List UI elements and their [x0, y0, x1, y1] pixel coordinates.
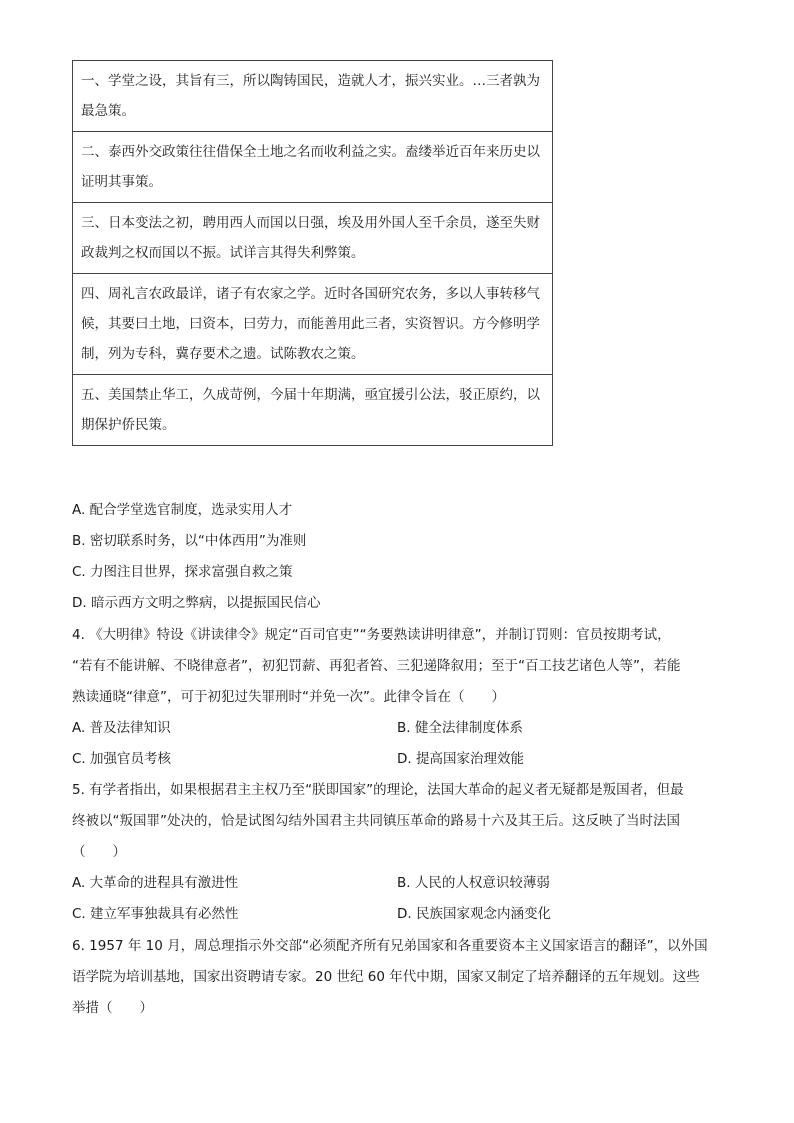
- q4-option-c: C. 加强官员考核: [72, 751, 172, 767]
- exam-questions-table: [72, 60, 553, 446]
- q5-option-c: C. 建立军事独裁具有必然性: [72, 906, 239, 922]
- q5-stem-line-3: （ ）: [72, 844, 126, 860]
- table-cell: 三、日本变法之初，聘用西人而国以日强，埃及用外国人至千余员，遂至失财政裁判之权而国以不振。试详言其得失利弊策。: [73, 203, 553, 274]
- q4-option-a: A. 普及法律知识: [72, 720, 171, 736]
- table-row: [73, 132, 553, 203]
- table-cell: 四、周礼言农政最详，诸子有农家之学。近时各国研究农务，多以人事转移气候，其要曰土地，曰资本，曰劳力，而能善用此三者，实资智识。方今修明学制，列为专科，冀存要术之遗。试陈教农之策。: [73, 274, 553, 375]
- q4-stem-line-3: 熟读通晓“律意”，可于初犯过失罪刑时“并免一次”。此律令旨在（ ）: [72, 689, 505, 705]
- q5-stem-line-1: 5. 有学者指出，如果根据君主主权乃至“朕即国家”的理论，法国大革命的起义者无疑都是叛国者，但最: [72, 782, 684, 798]
- table-row: [73, 203, 553, 274]
- q3-option-d: D. 暗示西方文明之弊病，以提振国民信心: [72, 595, 321, 611]
- table-cell: 五、美国禁止华工，久成苛例，今届十年期满，亟宜援引公法，驳正原约，以期保护侨民策。: [73, 375, 553, 446]
- q4-option-b: B. 健全法律制度体系: [397, 720, 523, 736]
- q5-option-a: A. 大革命的进程具有激进性: [72, 875, 239, 891]
- q5-option-d: D. 民族国家观念内涵变化: [397, 906, 551, 922]
- q6-stem-line-2: 语学院为培训基地，国家出资聘请专家。20 世纪 60 年代中期，国家又制定了培养翻译的五年规划。这些: [72, 969, 700, 985]
- table-row: [73, 274, 553, 375]
- q3-option-c: C. 力图注目世界，探求富强自救之策: [72, 564, 293, 580]
- q4-stem-line-1: 4. 《大明律》特设《讲读律令》规定“百司官吏”“务要熟读讲明律意”，并制订罚则：官员按期考试，: [72, 627, 671, 643]
- q4-stem-line-2: “若有不能讲解、不晓律意者”，初犯罚薪、再犯者笞、三犯递降叙用；至于“百工技艺诸色人等”，若能: [72, 658, 681, 674]
- q6-stem-line-1: 6. 1957 年 10 月，周总理指示外交部“必须配齐所有兄弟国家和各重要资本主义国家语言的翻译”，以外国: [72, 938, 708, 954]
- q6-stem-line-3: 举措（ ）: [72, 1000, 153, 1016]
- table-row: [73, 61, 553, 132]
- q5-option-b: B. 人民的人权意识较薄弱: [397, 875, 550, 891]
- q5-stem-line-2: 终被以“叛国罪”处决的，恰是试图勾结外国君主共同镇压革命的路易十六及其王后。这反映了当时法国: [72, 813, 680, 829]
- table-cell: 一、学堂之设，其旨有三，所以陶铸国民，造就人才，振兴实业。…三者孰为最急策。: [73, 61, 553, 132]
- table-row: [73, 375, 553, 446]
- q4-option-d: D. 提高国家治理效能: [397, 751, 524, 767]
- q3-option-a: A. 配合学堂选官制度，选录实用人才: [72, 502, 293, 518]
- q3-option-b: B. 密切联系时务，以“中体西用”为准则: [72, 533, 307, 549]
- table-cell: 二、泰西外交政策往往借保全土地之名而收利益之实。盍缕举近百年来历史以证明其事策。: [73, 132, 553, 203]
